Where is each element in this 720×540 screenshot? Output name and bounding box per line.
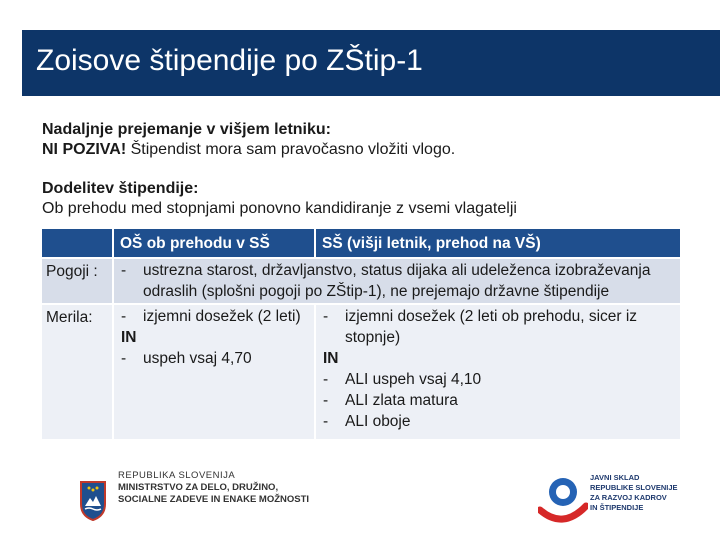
fund-line-1: JAVNI SKLAD	[590, 473, 640, 482]
ministry-text	[118, 470, 309, 506]
title-bar	[22, 30, 720, 96]
merila-os-cell	[114, 303, 316, 439]
ss-item-2: ALI uspeh vsaj 4,10	[345, 371, 482, 388]
table-row-merila	[42, 303, 682, 439]
fund-line-3: ZA RAZVOJ KADROV	[590, 493, 667, 502]
intro-line-2	[42, 140, 682, 160]
ss-item-1: izjemni dosežek (2 leti ob prehodu, sicer iz stopnje)	[345, 308, 638, 346]
dash: -	[323, 413, 329, 430]
ministry-line-1: REPUBLIKA SLOVENIJA	[118, 470, 236, 481]
os-item-2: uspeh vsaj 4,70	[143, 350, 252, 367]
dash: -	[323, 371, 329, 388]
pogoji-cell	[114, 257, 682, 303]
pogoji-text: ustrezna starost, državljanstvo, status dijaka ali udeleženca izobraževanja odraslih (splošni pogoji po ZŠtip-1), ne prejemajo državne štipendije	[143, 262, 651, 300]
row-label-merila: Merila:	[42, 303, 114, 439]
intro-line-4: Ob prehodu med stopnjami ponovno kandidiranje z vsemi vlagatelji	[42, 200, 517, 217]
dash: -	[121, 350, 127, 367]
pogoji-dash: -	[121, 262, 127, 279]
fund-line-2: REPUBLIKE SLOVENIJE	[590, 483, 678, 492]
ss-item-3: ALI zlata matura	[345, 392, 458, 409]
conditions-table	[42, 229, 682, 439]
intro-paragraph-2	[42, 179, 682, 219]
header-empty	[42, 229, 114, 257]
ss-in: IN	[323, 350, 339, 367]
slide-title: Zoisove štipendije po ZŠtip-1	[36, 44, 423, 77]
intro-rest: Štipendist mora sam pravočasno vložiti vlogo.	[126, 141, 456, 158]
intro-emphasis: NI POZIVA!	[42, 141, 127, 158]
os-in: IN	[121, 329, 137, 346]
dash: -	[121, 308, 127, 325]
intro-heading-1: Nadaljnje prejemanje v višjem letniku:	[42, 121, 331, 138]
coat-of-arms-icon	[78, 478, 108, 522]
dash: -	[323, 392, 329, 409]
fund-text	[590, 473, 678, 513]
fund-logo-icon	[538, 470, 588, 530]
dash: -	[323, 308, 329, 325]
ministry-line-2: MINISTRSTVO ZA DELO, DRUŽINO,	[118, 482, 279, 493]
ss-item-4: ALI oboje	[345, 413, 411, 430]
fund-line-4: IN ŠTIPENDIJE	[590, 503, 644, 512]
ministry-line-3: SOCIALNE ZADEVE IN ENAKE MOŽNOSTI	[118, 494, 310, 505]
os-item-1: izjemni dosežek (2 leti)	[143, 308, 301, 325]
table-row-pogoji	[42, 257, 682, 303]
intro-heading-2: Dodelitev štipendije:	[42, 180, 199, 197]
table-header-row	[42, 229, 682, 257]
header-ss: SŠ (višji letnik, prehod na VŠ)	[316, 229, 682, 257]
intro-paragraph-1	[42, 120, 682, 160]
row-label-pogoji: Pogoji :	[42, 257, 114, 303]
merila-ss-cell	[316, 303, 682, 439]
header-os: OŠ ob prehodu v SŠ	[114, 229, 316, 257]
